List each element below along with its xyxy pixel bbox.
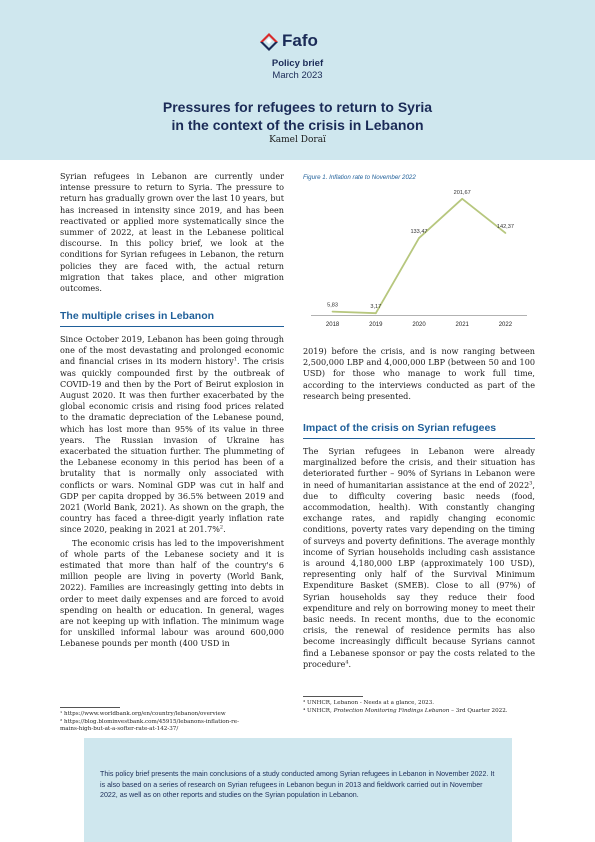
x-tick-label-2019: 2019 <box>369 322 383 328</box>
footnote-ref: 1 <box>233 356 237 363</box>
section1-paragraph-2-cont: 2019) before the crisis, and is now ranging between 2,500,000 LBP and 4,000,000 LBP (between 50 and 100 USD) for those who manage to work full time, according to the interviews conducted as part of the research being presented. <box>303 346 535 401</box>
data-label-2021: 201,67 <box>453 189 471 196</box>
data-point-2022 <box>505 232 507 234</box>
section1-paragraph-2: The economic crisis has led to the impoverishment of whole parts of the Lebanese society and it is estimated that more than half of the country's 6 million people are living in poverty (World Bank, 2022). Families are increasingly getting into debts in order to meet daily expenses and are forced to avoid spending on health or education. In general, wages are not keeping up with inflation. The minimum wage for unskilled informal labour was around 600,000 Lebanese pounds per month (400 USD in <box>60 537 284 649</box>
title-line-1: Pressures for refugees to return to Syria <box>162 99 433 115</box>
section-heading-multiple-crises: The multiple crises in Lebanon <box>60 310 215 322</box>
chart-svg <box>303 172 535 332</box>
inflation-line <box>333 199 506 313</box>
data-label-2022: 142,37 <box>496 223 514 230</box>
brief-type: Policy brief <box>271 58 324 69</box>
x-tick-label-2021: 2021 <box>455 322 469 328</box>
footnote-link[interactable]: https://www.worldbank.org/en/country/lebanon/overview <box>64 711 226 717</box>
summary-text: This policy brief presents the main conclusions of a study conducted among Syrian refugees in Lebanon in November 2022. It is also based on a series of research on Syrian refugees in Lebanon begun in 2013 and fieldwork carried out in November 2022, as well as on other reports and studies on the Syrian population in Lebanon. <box>100 770 495 799</box>
footnote-ref: 2 <box>219 524 224 531</box>
section2-body <box>303 446 535 670</box>
data-point-2020 <box>418 237 420 239</box>
footnote-text: UNHCR, Lebanon - Needs at a glance, 2023. <box>307 700 435 706</box>
footnote-text: UNHCR, <box>307 707 334 714</box>
heading-rule <box>60 326 284 327</box>
logo-text: Fafo <box>282 31 318 50</box>
footnote-ref: 3 <box>529 479 533 486</box>
intro-text: Syrian refugees in Lebanon are currently under intense pressure to return to Syria. The pressure to return has gradually grown over the last 10 years, but has increased in intensity since 2019, and has been reactivated or applied more systematically since the summer of 2022, at least in the Lebanese political discourse. In this policy brief, we look at the conditions for Syrian refugees in Lebanon, the return policies they are faced with, the actual return migration that takes place, and other migration outcomes. <box>60 171 284 294</box>
x-tick-label-2018: 2018 <box>325 322 340 328</box>
footnote-number: ² <box>60 718 63 725</box>
footnote-text: – 3rd Quarter 2022. <box>449 707 508 714</box>
text-span: . <box>223 524 226 535</box>
section1-body <box>60 334 284 650</box>
footnote-title: Protection Monitoring Findings Lebanon <box>333 707 450 714</box>
footnotes-left <box>60 711 284 734</box>
data-label-2018: 5,83 <box>327 302 339 309</box>
section1-continuation <box>303 346 535 402</box>
title-line-2: in the context of the crisis in Lebanon <box>171 117 424 133</box>
footnote-rule <box>303 696 363 697</box>
section1-paragraph-1 <box>60 334 284 536</box>
data-point-2019 <box>375 312 377 314</box>
footnote-2 <box>60 719 284 727</box>
inflation-chart <box>303 172 535 332</box>
data-point-2018 <box>332 311 334 313</box>
text-span: , due to difficulty covering basic needs (food, accommodation, health). With constantly changing exchange rates, and rapidly changing economic conditions, poverty rates vary depending on the timing of surveys and poverty definitions. The average monthly income of Syrian households including cash assistance is around 4,180,000 LBP (approximately 100 USD), representing only half of the Survival Minimum Expenditure Basket (SMEB). Close to all (97%) of Syrian households say they reduce their food expenditure and rely on borrowing money to meet their basic needs. In recent months, due to the economic crisis, the renewal of residence permits has also become increasingly difficult because Syrians cannot find a Lebanese sponsor or pay the costs related to the procedure <box>303 479 535 669</box>
text-span: . The crisis was quickly compounded first by the outbreak of COVID-19 and then by the Port of Beirut explosion in August 2020. It was then further exacerbated by the global economic crisis and rising food prices related to the dramatic depreciation of the Lebanese pound, which has lost more than 95% of its value in three years. The Russian invasion of Ukraine has exacerbated the situation further. The plummeting of the Lebanese economy in this period has been of a brutality that is normally only associated with conflicts or wars. Nominal GDP was cut in half and GDP per capita dropped by 36.5% between 2019 and 2021 (World Bank, 2021). As shown on the graph, the country has faced a three-digit yearly inflation rate since 2020, peaking in 2021 at 201.7% <box>60 356 284 535</box>
author-name: Kamel Doraï <box>269 135 326 145</box>
footnote-1 <box>60 711 284 719</box>
page-title <box>0 98 595 134</box>
section2-paragraph-1 <box>303 446 535 670</box>
footnote-link[interactable]: https://blog.blominvestbank.com/45915/lebanons-inflation-re- <box>64 718 239 725</box>
data-label-2020: 133,47 <box>410 229 428 236</box>
fafo-logo <box>258 30 338 52</box>
x-tick-label-2022: 2022 <box>498 322 513 328</box>
text-span: The Syrian refugees in Lebanon were already marginalized before the crisis, and their situation has deteriorated further – 90% of Syrians in Lebanon were in need of humanitarian assistance at the end of 2022 <box>303 446 535 490</box>
heading-rule <box>303 438 535 439</box>
text-span: Since October 2019, Lebanon has been going through one of the most devastating and prolonged economic and financial crises in its modern history <box>60 334 284 367</box>
footnote-4 <box>303 708 535 716</box>
footnote-2-cont[interactable]: mains-high-but-at-a-softer-rate-at-142-37/ <box>60 726 179 733</box>
chart-caption: Figure 1. Inflation rate to November 2022 <box>303 174 416 181</box>
footnote-number: ⁴ <box>303 707 306 714</box>
intro-paragraph <box>60 171 284 294</box>
data-point-2021 <box>461 198 463 200</box>
x-tick-label-2020: 2020 <box>412 322 426 328</box>
footnote-rule <box>60 707 120 708</box>
footnote-number: ¹ <box>60 711 63 717</box>
data-label-2019: 3,17 <box>370 304 382 311</box>
text-span: . <box>348 658 352 669</box>
footnote-number: ³ <box>303 700 306 706</box>
footnote-ref: 4 <box>345 659 349 666</box>
footnote-3 <box>303 700 535 708</box>
footnotes-right <box>303 700 535 715</box>
fafo-logo-icon <box>258 30 280 52</box>
section-heading-impact: Impact of the crisis on Syrian refugees <box>303 422 497 434</box>
brief-date: March 2023 <box>272 70 323 81</box>
